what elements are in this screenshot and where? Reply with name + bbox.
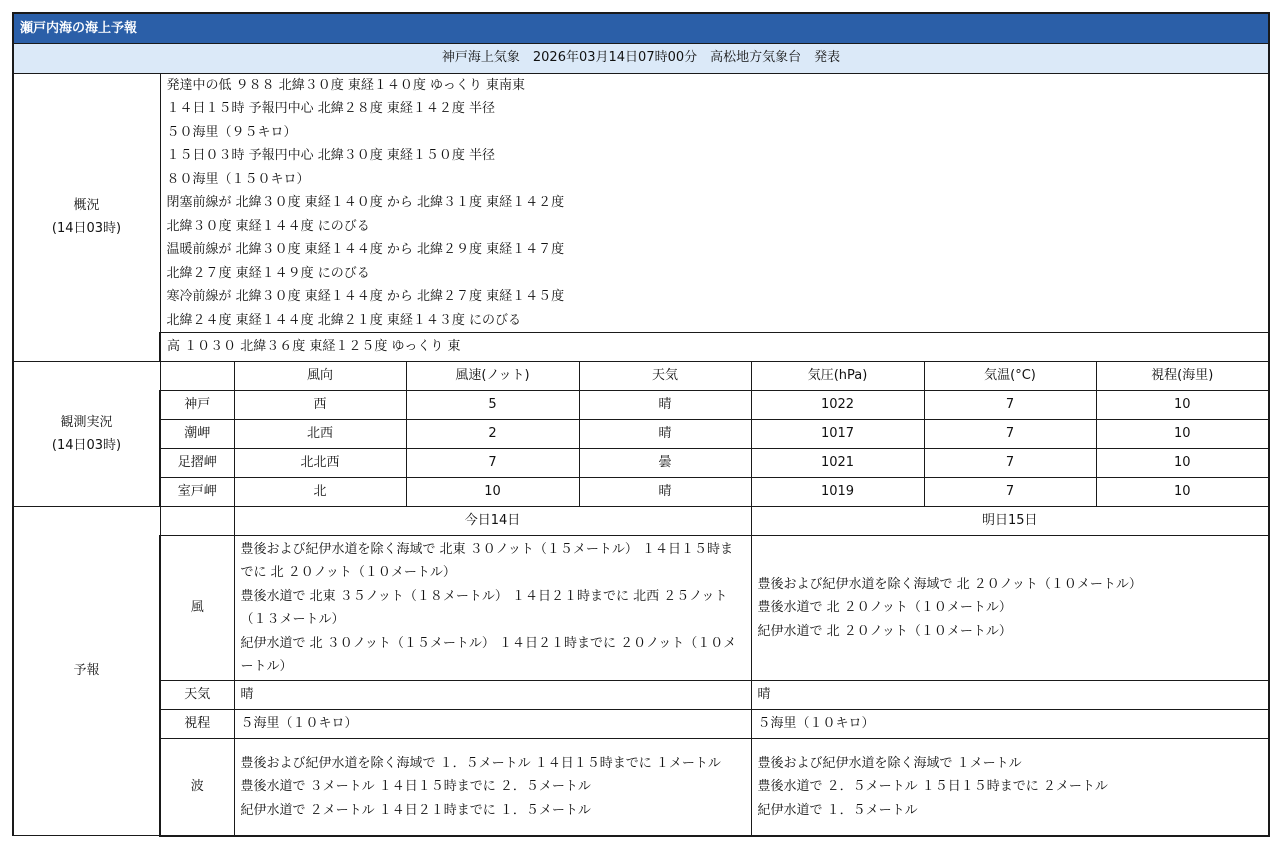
overview-line: １４日１５時 予報円中心 北緯２８度 東経１４２度 半径 bbox=[166, 101, 496, 116]
wave-today bbox=[234, 739, 751, 836]
wave-today-line: 豊後水道で ３メートル １４日１５時までに ２．５メートル bbox=[240, 779, 591, 794]
header-wind-dir: 風向 bbox=[234, 362, 406, 391]
wind-dir: 北西 bbox=[234, 420, 406, 449]
pressure: 1017 bbox=[751, 420, 924, 449]
marine-forecast bbox=[12, 12, 1268, 837]
wind-tomorrow-line: 紀伊水道で 北 ２０ノット（１０メートル） bbox=[757, 623, 1012, 639]
wind-today-line: 紀伊水道で 北 ３０ノット（１５メートル） １４日２１時までに ２０ノット（１０メートル） bbox=[240, 635, 737, 674]
overview-time: (14日03時) bbox=[51, 221, 122, 237]
header-visibility: 視程(海里) bbox=[1096, 362, 1269, 391]
weather: 曇 bbox=[579, 449, 751, 478]
temperature: 7 bbox=[924, 478, 1096, 507]
table-row bbox=[13, 420, 1269, 449]
forecast-corner bbox=[160, 507, 234, 536]
wind-label: 風 bbox=[160, 536, 234, 681]
visibility: 10 bbox=[1096, 478, 1269, 507]
overview-line: 寒冷前線が 北緯３０度 東経１４４度 から 北緯２７度 東経１４５度 bbox=[166, 289, 565, 304]
visibility: 10 bbox=[1096, 391, 1269, 420]
overview-line: 北緯３０度 東経１４４度 にのびる bbox=[166, 218, 370, 234]
weather-today: 晴 bbox=[234, 681, 751, 710]
page-title: 瀬戸内海の海上予報 bbox=[13, 13, 1269, 43]
wind-speed: 5 bbox=[406, 391, 579, 420]
forecast-label: 予報 bbox=[13, 507, 160, 836]
header-pressure: 気圧(hPa) bbox=[751, 362, 924, 391]
station-name: 足摺岬 bbox=[160, 449, 234, 478]
forecast-tomorrow-header: 明日15日 bbox=[751, 507, 1269, 536]
wind-speed: 7 bbox=[406, 449, 579, 478]
header-wind-speed: 風速(ノット) bbox=[406, 362, 579, 391]
temperature: 7 bbox=[924, 420, 1096, 449]
forecast-today-header: 今日14日 bbox=[234, 507, 751, 536]
wave-tomorrow bbox=[751, 739, 1269, 836]
table-row bbox=[13, 449, 1269, 478]
overview-high: 高 １０３０ 北緯３６度 東経１２５度 ゆっくり 東 bbox=[160, 333, 1269, 362]
overview-label: 概況 bbox=[73, 197, 100, 213]
weather: 晴 bbox=[579, 420, 751, 449]
wind-tomorrow-line: 豊後水道で 北 ２０ノット（１０メートル） bbox=[757, 600, 1012, 616]
overview-line: 発達中の低 ９８８ 北緯３０度 東経１４０度 ゆっくり 東南東 bbox=[166, 77, 526, 93]
wind-tomorrow bbox=[751, 536, 1269, 681]
observation-label-cell bbox=[13, 362, 160, 507]
station-name: 神戸 bbox=[160, 391, 234, 420]
wind-today bbox=[234, 536, 751, 681]
wind-speed: 10 bbox=[406, 478, 579, 507]
overview-text bbox=[160, 73, 1269, 333]
observation-label: 観測実況 bbox=[60, 414, 113, 430]
overview-line: ５０海里（９５キロ） bbox=[166, 124, 297, 140]
overview-line: １５日０３時 予報円中心 北緯３０度 東経１５０度 半径 bbox=[166, 148, 496, 163]
visibility-label: 視程 bbox=[160, 710, 234, 739]
visibility-today: ５海里（１０キロ） bbox=[234, 710, 751, 739]
wave-label: 波 bbox=[160, 739, 234, 836]
issue-info: 神戸海上気象 2026年03月14日07時00分 高松地方気象台 発表 bbox=[13, 43, 1269, 73]
weather: 晴 bbox=[579, 391, 751, 420]
overview-line: 北緯２７度 東経１４９度 にのびる bbox=[166, 265, 370, 281]
wave-tomorrow-line: 紀伊水道で １．５メートル bbox=[757, 802, 918, 818]
table-row bbox=[13, 391, 1269, 420]
station-name: 潮岬 bbox=[160, 420, 234, 449]
wind-dir: 北 bbox=[234, 478, 406, 507]
forecast-table bbox=[12, 12, 1270, 837]
wind-today-line: 豊後および紀伊水道を除く海域で 北東 ３０ノット（１５メートル） １４日１５時までに 北 ２０ノット（１０メートル） bbox=[240, 541, 733, 580]
wave-today-line: 紀伊水道で ２メートル １４日２１時までに １．５メートル bbox=[240, 802, 591, 818]
visibility: 10 bbox=[1096, 420, 1269, 449]
temperature: 7 bbox=[924, 391, 1096, 420]
pressure: 1022 bbox=[751, 391, 924, 420]
overview-label-cell bbox=[13, 73, 160, 362]
wave-today-line: 豊後および紀伊水道を除く海域で １．５メートル １４日１５時までに １メートル bbox=[240, 755, 721, 771]
wind-dir: 西 bbox=[234, 391, 406, 420]
wind-today-line: 豊後水道で 北東 ３５ノット（１８メートル） １４日２１時までに 北西 ２５ノット（１３メートル） bbox=[240, 588, 728, 627]
wind-dir: 北北西 bbox=[234, 449, 406, 478]
pressure: 1021 bbox=[751, 449, 924, 478]
table-row bbox=[13, 478, 1269, 507]
observation-station-header bbox=[160, 362, 234, 391]
overview-line: ８０海里（１５０キロ） bbox=[166, 171, 310, 187]
overview-line: 閉塞前線が 北緯３０度 東経１４０度 から 北緯３１度 東経１４２度 bbox=[166, 195, 565, 210]
visibility-tomorrow: ５海里（１０キロ） bbox=[751, 710, 1269, 739]
header-temp: 気温(°C) bbox=[924, 362, 1096, 391]
wave-tomorrow-line: 豊後および紀伊水道を除く海域で １メートル bbox=[757, 755, 1022, 771]
observation-time: (14日03時) bbox=[51, 438, 122, 453]
wave-tomorrow-line: 豊後水道で ２．５メートル １５日１５時までに ２メートル bbox=[757, 779, 1108, 794]
station-name: 室戸岬 bbox=[160, 478, 234, 507]
wind-tomorrow-line: 豊後および紀伊水道を除く海域で 北 ２０ノット（１０メートル） bbox=[757, 576, 1142, 592]
header-weather: 天気 bbox=[579, 362, 751, 391]
temperature: 7 bbox=[924, 449, 1096, 478]
weather: 晴 bbox=[579, 478, 751, 507]
pressure: 1019 bbox=[751, 478, 924, 507]
wind-speed: 2 bbox=[406, 420, 579, 449]
weather-label: 天気 bbox=[160, 681, 234, 710]
weather-tomorrow: 晴 bbox=[751, 681, 1269, 710]
visibility: 10 bbox=[1096, 449, 1269, 478]
overview-line: 北緯２４度 東経１４４度 北緯２１度 東経１４３度 にのびる bbox=[166, 312, 522, 328]
overview-line: 温暖前線が 北緯３０度 東経１４４度 から 北緯２９度 東経１４７度 bbox=[166, 242, 565, 257]
